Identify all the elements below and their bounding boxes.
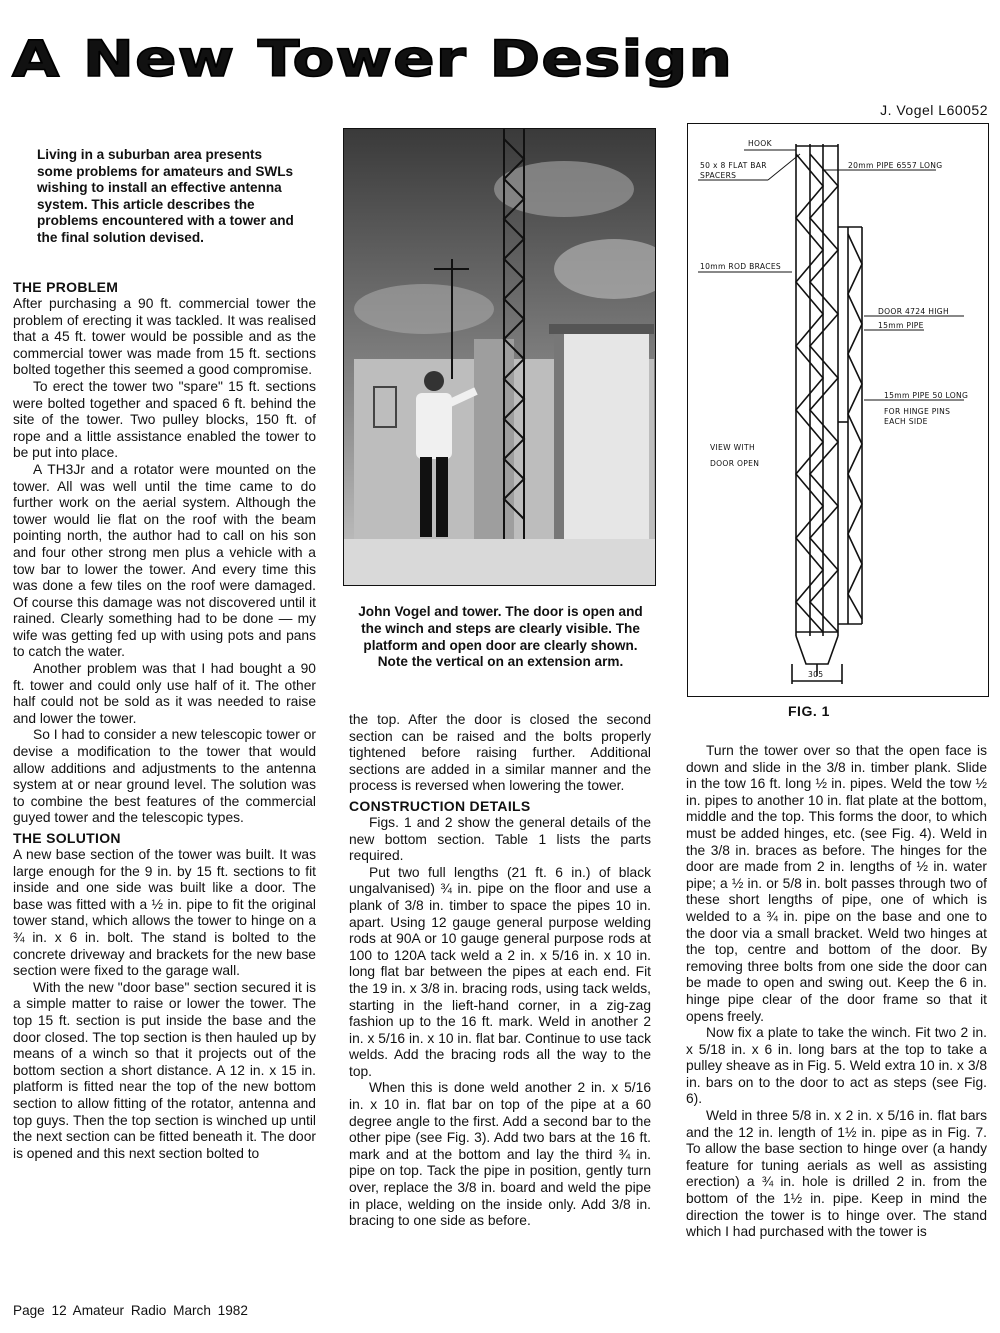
paragraph: Weld in three 5/8 in. x 2 in. x 5/16 in. flat bars and the 12 in. length of 1½ in. pipe as in Fig. 7. To allow the base section to hinge over (a handy feature for tuning aerials as well as assisting erection) a ¾ in. hole is drilled 2 in. from the bottom of the 1½ in. pipe. Keep in mind the direction the tower is to hinge over. The stand which I had purchased with the tower is <box>686 1108 987 1240</box>
figure-1-diagram <box>687 123 989 697</box>
tower-diagram <box>688 124 988 696</box>
paragraph: Another problem was that I had bought a 90 ft. tower and could only use half of it. The other half could not be sold as it was needed to raise and lower the tower. <box>13 661 316 726</box>
tower-photo <box>343 128 656 586</box>
figure-label-door-pipe: 15mm PIPE <box>878 321 924 330</box>
paragraph: Put two full lengths (21 ft. 6 in.) of black ungalvanised) ¾ in. pipe on the floor and use a plank of 3/8 in. timber to space the pipes 10 in. apart. Using 12 gauge general purpose welding rods at 90A or 10 gauge general purpose rods at 100 to 120A tack weld a 2 in. x 5/16 in. x 10 in. long flat bar between the pipes at each end. Fit the 19 in. x 3/8 in. bracing rods, using tack welds, starting in the lieft-hand corner, in a zig-zag fashion up to the 16 ft. mark. Weld in another 2 in. x 5/16 in. x 10 in. flat bar. Continue to use tack welds. Add the bracing rods all the way to the top. <box>349 864 651 1079</box>
paragraph: A TH3Jr and a rotator were mounted on the tower. All was well until the time came to do further work on the aerial system. Although the tower would lie flat on the roof with the beam pointing north, the author had to call on his son and four other strong men plus a vehicle with a tow bar to lower the tower. And every time this was done a few tiles on the roof were damaged. Of course this damage was not discovered until it rained. Clearly something had to be done — my wife was getting fed up with using pots and pans to catch the water. <box>13 461 316 660</box>
figure-label-spacers: SPACERS <box>700 171 737 180</box>
figure-1-label: FIG. 1 <box>788 703 830 719</box>
paragraph: Figs. 1 and 2 show the general details of the new bottom section. Table 1 lists the parts required. <box>349 814 651 864</box>
figure-label-door-open: DOOR OPEN <box>710 459 760 468</box>
heading-construction-details: CONSTRUCTION DETAILS <box>349 797 531 814</box>
article-title: A New Tower Design <box>12 30 734 88</box>
heading-the-problem: THE PROBLEM <box>13 279 119 295</box>
page-footer: Page 12 Amateur Radio March 1982 <box>13 1303 248 1318</box>
author-byline: J. Vogel L60052 <box>880 102 988 118</box>
article-intro: Living in a suburban area presents some problems for amateurs and SWLs wishing to install an effective antenna system. This article describes the problems encountered with a tower and the final solution devised. <box>37 147 294 245</box>
paragraph: When this is done weld another 2 in. x 5/16 in. x 10 in. flat bar on top of the pipe at a 60 degree angle to the first. Add a second bar to the other pipe (see Fig. 3). Add two bars at the 16 ft. mark and at the bottom and lay the third ¾ in. pipe on top. Tack the pipe in position, gently turn over, replace the 3/8 in. board and weld the pipe in place, welding on the inside only. Add 3/8 in. bracing to one side as before. <box>349 1080 651 1229</box>
figure-label-flat-bar: 50 x 8 FLAT BAR <box>700 161 767 170</box>
figure-label-each-side: EACH SIDE <box>884 417 928 426</box>
paragraph: So I had to consider a new telescopic tower or devise a modification to the tower that would allow additions and adjustments to the antenna system at or near ground level. The solution was to combine the best features of the commercial guyed tower and the telescopic types. <box>13 727 316 826</box>
column-3 <box>686 743 987 1241</box>
paragraph: Now fix a plate to take the winch. Fit two 2 in. x 5/18 in. x 6 in. long bars at the top to take a pulley sheave as in Fig. 5. Weld extra 10 in. x 3/8 in. bars on to the door to act as steps (see Fig. 6). <box>686 1025 987 1107</box>
figure-label-hook: HOOK <box>748 139 772 148</box>
paragraph: After purchasing a 90 ft. commercial tower the problem of erecting it was tackled. It was realised that a 45 ft. tower would be possible and as the commercial tower was made from 15 ft. sections bolted together this seemed a good compromise. <box>13 296 316 378</box>
column-1 <box>13 276 316 1162</box>
heading-the-solution: THE SOLUTION <box>13 830 121 846</box>
figure-label-rod-braces: 10mm ROD BRACES <box>700 262 782 271</box>
figure-label-door: DOOR 4724 HIGH <box>878 307 949 316</box>
figure-dimension: 305 <box>808 670 824 679</box>
paragraph: With the new "door base" section secured it is a simple matter to raise or lower the tower. The top 15 ft. section is put inside the base and the door closed. The top section is then hauled up by means of a winch so that it projects out of the bottom section a short distance. A 12 in. x 15 in. platform is fitted near the top of the new bottom section to allow fitting of the rotator, antenna and top guys. Then the top section is winched up until the next section can be fitted beneath it. The door is opened and this next section bolted to <box>13 979 316 1161</box>
figure-label-hinge-pipe: 15mm PIPE 50 LONG <box>884 391 969 400</box>
figure-label-hinge-pins: FOR HINGE PINS <box>884 407 951 416</box>
figure-label-pipe: 20mm PIPE 6557 LONG <box>848 161 943 170</box>
paragraph: To erect the tower two "spare" 15 ft. sections were bolted together and spaced 6 ft. behind the site of the tower. Two pulley blocks, 150 ft. of rope and a little assistance enabled the tower to be put into place. <box>13 378 316 461</box>
paragraph: the top. After the door is closed the second section can be raised and the bolts properly tightened before raising further. Additional sections are added in a similar manner and the process is reversed when lowering the tower. <box>349 712 651 794</box>
figure-label-view-with: VIEW WITH <box>710 443 755 452</box>
paragraph: Turn the tower over so that the open face is down and slide in the 3/8 in. timber plank. Slide in the tow 16 ft. long ½ in. pipes. Weld the tow ½ in. pipes to another 10 in. flat plate at the bottom, middle and the top. This forms the door, to which must be added hinges, etc. (see Fig. 4). Weld in the 3/8 in. braces as before. The hinges for the door are made from 2 in. lengths of ½ in. water pipe; a ½ in. or 5/8 in. bolt passes through two of these short lengths of pipe, one of which is welded to a ¾ in. pipe on the base and one to the door via a small bracket. Weld two hinges at the top, centre and bottom of the door. By removing three bolts from one side the door can be made to open and swing out. Keep the 6 in. hinge pipe clear of the door frame so that it opens freely. <box>686 743 987 1024</box>
paragraph: A new base section of the tower was built. It was large enough for the 9 in. by 15 ft. sections to fit inside and one side was built like a door. The base was fitted with a ½ in. pipe to fit the original tower stand, which allows the tower to hinge on a ¾ in. x 6 in. bolt. The stand is bolted to the concrete driveway and brackets for the new base section were fixed to the garage wall. <box>13 847 316 979</box>
photo-illustration <box>344 129 655 585</box>
photo-caption: John Vogel and tower. The door is open and the winch and steps are clearly visible. The platform and open door are clearly shown. Note the vertical on an extension arm. <box>358 604 643 670</box>
column-2 <box>349 712 651 1230</box>
